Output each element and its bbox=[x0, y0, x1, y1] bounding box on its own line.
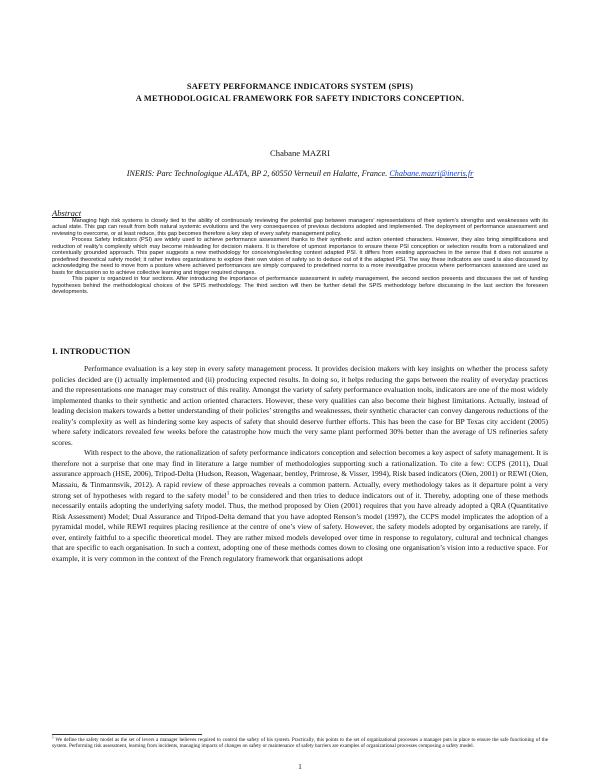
abstract-paragraph: Managing high risk systems is closely tied to the ability of continuously reviewing the potential gap between managers’ representations of their system’s strengths and weaknesses with its actual state. This gap can result from both natural systemic evolutions and the very consequences of previous decisions adopted and implemented. The deployment of performance assessment and reviewing to overcome, or at least reduce, this gap becomes therefore a key step of every safety management policy. bbox=[52, 218, 548, 237]
section-heading-introduction: I. INTRODUCTION bbox=[52, 346, 131, 356]
author-email-link[interactable]: Chabane.mazri@ineris.fr bbox=[389, 169, 474, 178]
abstract-paragraph: Process Safety Indicators (PSI) are widely used to achieve performance assessment thanks to their synthetic and action oriented characters. However, they also bring simplifications and reduction of reality’s complexity which may become misleading for decision makers. It is therefore of upmost importance to ensure these PSI conception or selection results from a rationalized and contextually grounded approach. This paper suggests a new methodology for conceiving/selecting context adapted PSI. It differs from existing approaches in the sense that it does not assume a predefined theoretical safety model; it rather invites organizations to explore their own vision of safety so to deduce out of it the adapted PSI. The way these indicators are used is also discussed by acknowledging the need to move from a posture where achieved performances are simply compared to predefined norms to a more investigative process where performances assessed are used as basis for discussion so to achieve collective learning and trigger required changes. bbox=[52, 237, 548, 276]
body-paragraph bbox=[52, 448, 548, 564]
footnote-marker: 1 bbox=[52, 735, 54, 740]
page-number: 1 bbox=[298, 762, 302, 771]
paper-title-line-2: A METHODOLOGICAL FRAMEWORK FOR SAFETY INDICTORS CONCEPTION. bbox=[135, 94, 465, 103]
abstract-paragraph: This paper is organized in four sections. After introducing the importance of performance assessment in safety management, the second section presents and discusses the set of funding hypotheses behind the methodological choices of the SPIS methodology. The third section will then be further detail the SPIS methodology before discussing in the last section the foreseen developments. bbox=[52, 276, 548, 295]
footnote-divider bbox=[52, 734, 202, 735]
body-text-run: to be considered and then tries to deduce indicators out of it. Thereby, adopting one of these methods necessarily entails adopting the underlying safety model. Thus, the method proposed by Oien (2001) requires that you have already adopted a QRA (Quantitative Risk Assessment) Model; Dual Assurance and Tripod-Delta demand that you have adopted Renson’s model (1997), the CCPS model implicates the adoption of a pyramidal model, while REWI requires placing resilience at the centre of one’s view of safety. However, the safety models adopted by organisations are rarely, if ever, entirely faithful to a specific theoretical model. They are rather mixed models developed over time in response to regulatory, cultural and technical changes that are specific to each organisation. In such a context, adopting one of these methods comes down to closing one organisation’s vision into a reductive space. For example, it is very common in the context of the French regulatory framework that organisations adopt bbox=[52, 490, 548, 563]
footnote bbox=[52, 737, 548, 750]
author-name: Chabane MAZRI bbox=[270, 148, 330, 158]
affiliation-text: INERIS: Parc Technologique ALATA, BP 2, 60550 Verneuil en Halatte, France. bbox=[126, 169, 388, 178]
body-paragraph: Performance evaluation is a key step in every safety management process. It provides decision makers with key insights on whether the process safety policies decided are (i) actually implemented and (ii) producing expected results. In doing so, it helps reducing the gaps between the reality of everyday practices and the representations one manager may construct of this reality. Amongst the variety of safety performance evaluation tools, indicators are one of the most widely implemented thanks to their synthetic and action oriented characters. However, these very qualities can also become their highest limitations. Actually, instead of leading decision makers towards a better understanding of their policies’ strengths and weaknesses, their synthetic character can convey dangerous reductions of the reality’s complexity as well as hindering some key aspects of safety that should deserve further efforts. This has been the case for BP Texas city accident (2005) where safety indicators revealed few weeks before the catastrophe how much the very same plant performed 30% better than the average of US refineries safety scores. bbox=[52, 364, 548, 447]
body-text-run: With respect to the above, the rationalization of safety performance indicators conception and selection becomes a key aspect of safety management. It is therefore not a surprise that one may find in literature a large number of methodologies supporting such a rationalization. To cite a few: CCPS (2011), Dual assurance approach (HSE, 2006), Tripod-Delta (Hudson, Reason, Wagenaar, bentley, Primrose, & Visser, 1994), Risk based indicators (Oien, 2001) or REWI (Oien, Massaiu, & Tinmannsvik, 2012). A rapid review of these approaches reveals a common pattern. Actually, every methodology takes as it departure point a very strong set of hypotheses with regard to the safety model bbox=[52, 448, 548, 500]
abstract-heading: Abstract bbox=[52, 208, 82, 218]
footnote-reference[interactable]: 1 bbox=[226, 490, 230, 497]
abstract-body bbox=[52, 218, 548, 295]
paper-title-line-1: SAFETY PERFORMANCE INDICATORS SYSTEM (SPIS) bbox=[186, 82, 414, 91]
introduction-body bbox=[52, 364, 548, 564]
affiliation bbox=[60, 169, 540, 178]
footnote-text: We define the safety model as the set of levers a manager believes required to control the safety of his system. Practically, this points to the set of organizational processes a manager puts in place to ensure the safe functioning of the system. Performing risk assessment, learning from incidents, managing impacts of changes on safety or maintenance of safety barriers are examples of organizational processes composing a safety model. bbox=[52, 737, 548, 750]
